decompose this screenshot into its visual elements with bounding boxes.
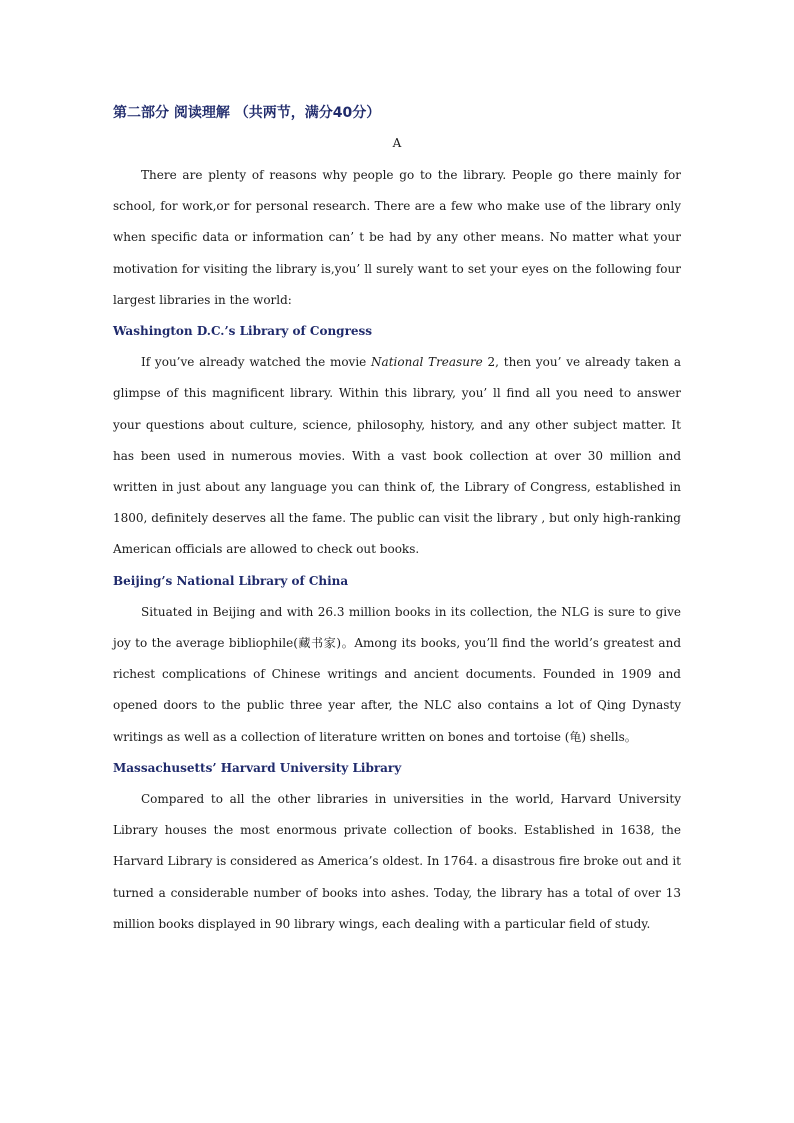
- national-library-china-heading: Beijing’s National Library of China: [113, 573, 349, 588]
- movie-title: National Treasure: [371, 355, 483, 370]
- harvard-library-paragraph: Compared to all the other libraries in universities in the world, Harvard University Library houses the most enormous private collection of books. Established in 1638, the Harvard Library is considered as America’s oldest. In 1764. a disastrous fire broke out and it turned a considerable number of books into ashes. Today, the library has a total of over 13 million books displayed in 90 library wings, each dealing with a particular field of study.: [113, 792, 681, 931]
- loc-text-after: 2, then you’ ve already taken a glimpse of this magnificent library. Within this library, you’ ll find all you need to answer your questions about culture, science, philosophy, history, and any other subject matter. It has been used in numerous movies. With a vast book collection at over 30 million and written in just about any language you can think of, the Library of Congress, established in 1800, definitely deserves all the fame. The public can visit the library , but only high-ranking American officials are allowed to check out books.: [113, 355, 682, 557]
- national-library-china-paragraph: Situated in Beijing and with 26.3 million books in its collection, the NLG is sure to give joy to the average bibliophile(藏书家)。Among its books, you’ll find the world’s greatest and richest complications of Chinese writings and ancient documents. Founded in 1909 and opened doors to the public three year after, the NLC also contains a lot of Qing Dynasty writings as well as a collection of literature written on bones and tortoise (龟) shells。: [113, 604, 681, 744]
- section-heading: 第二部分 阅读理解 （共两节，满分40分）: [113, 105, 381, 121]
- document-page: [113, 100, 681, 940]
- library-of-congress-heading: Washington D.C.’s Library of Congress: [113, 324, 373, 339]
- harvard-library-heading: Massachusetts’ Harvard University Library: [113, 760, 402, 775]
- loc-text-before: If you’ve already watched the movie: [141, 355, 372, 370]
- library-of-congress-paragraph: [113, 347, 681, 565]
- passage-label: A: [392, 136, 402, 150]
- intro-paragraph: There are plenty of reasons why people go to the library. People go there mainly for school, for work,or for personal research. There are a few who make use of the library only when specific data or information can’ t be had by any other means. No matter what your motivation for visiting the library is,you’ ll surely want to set your eyes on the following four largest libraries in the world:: [113, 168, 681, 307]
